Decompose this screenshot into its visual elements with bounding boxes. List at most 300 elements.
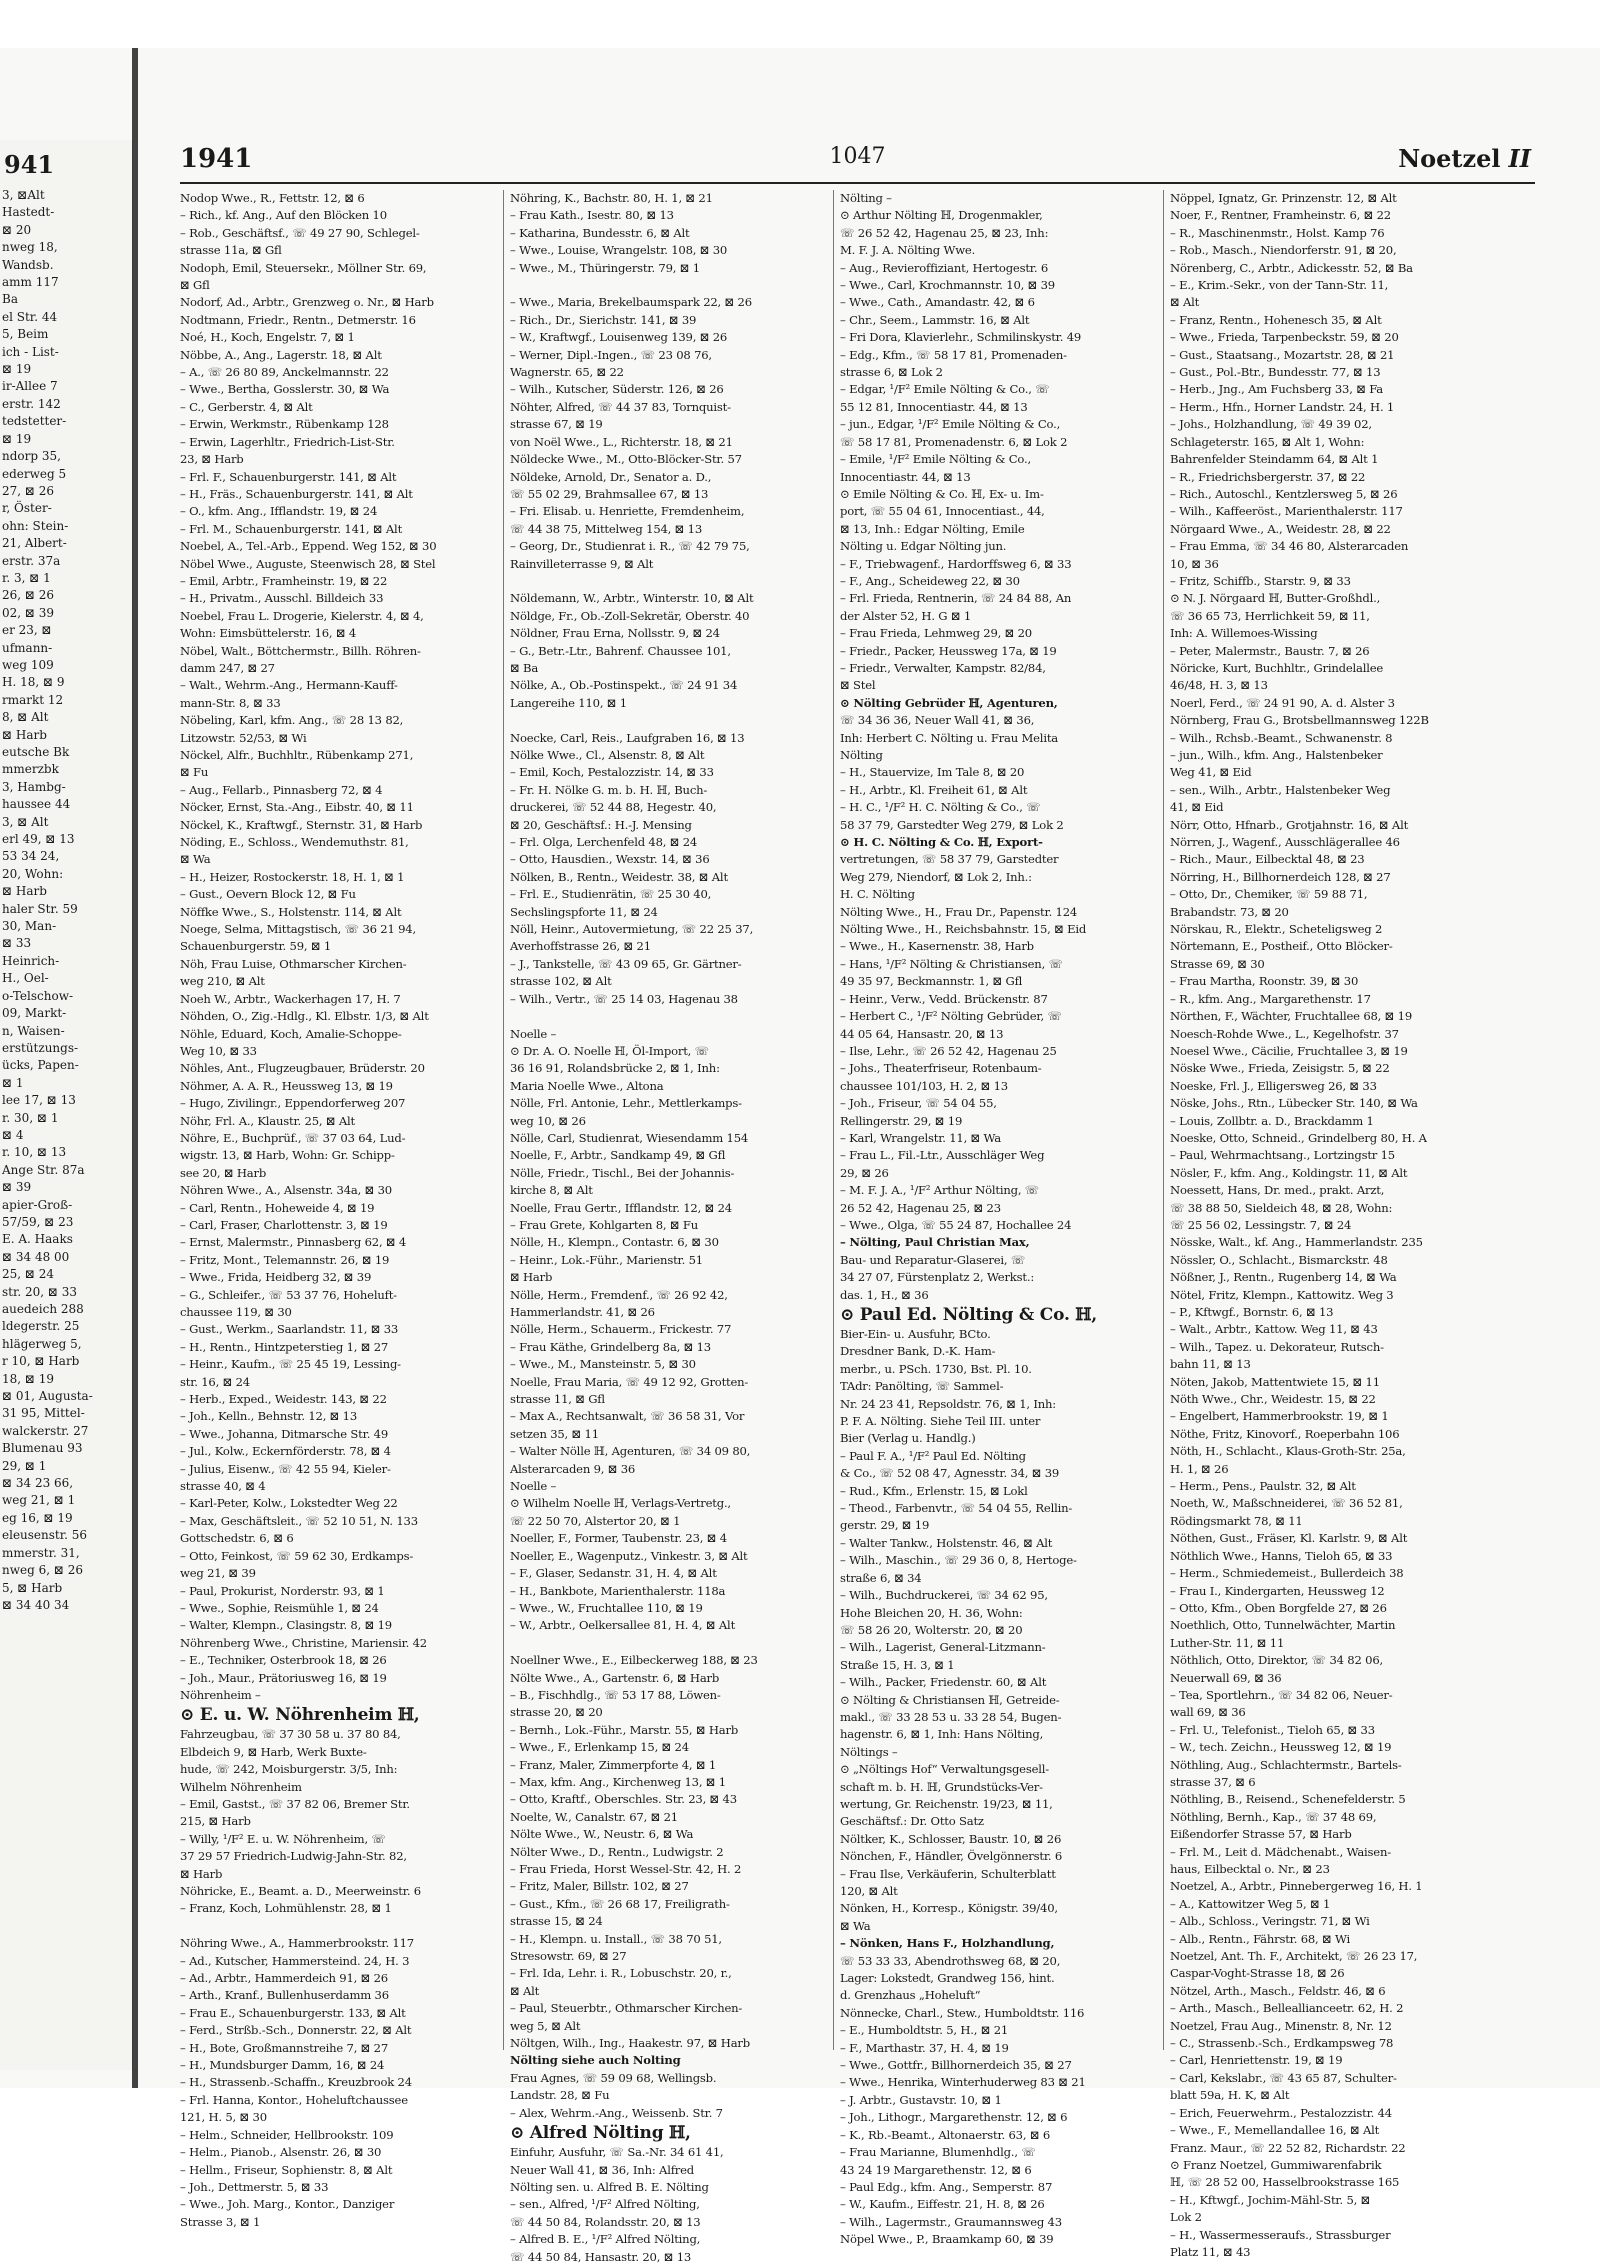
- directory-entry-line: weg 21, ⊠ 39: [180, 1566, 256, 1581]
- directory-entry-line: Nöldge, Fr., Ob.-Zoll-Sekretär, Oberstr. 40: [510, 608, 750, 623]
- directory-entry-line: Noelle, Frau Gertr., Ifflandstr. 12, ⊠ 24: [510, 1200, 732, 1215]
- left-page-line: ⊠ 20: [2, 222, 32, 237]
- directory-entry-line: Nöpel Wwe., P., Braamkamp 60, ⊠ 39: [840, 2232, 1054, 2247]
- directory-entry-line: – G., Betr.-Ltr., Bahrenf. Chaussee 101,: [510, 643, 731, 658]
- directory-entry-line: – Herb., Jng., Am Fuchsberg 33, ⊠ Fa: [1170, 382, 1383, 397]
- directory-entry-line: M. F. J. A. Nölting Wwe.: [840, 243, 976, 258]
- directory-entry-line: Nöth Wwe., Chr., Weidestr. 15, ⊠ 22: [1170, 1392, 1376, 1407]
- directory-entry-line: Nößner, J., Rentn., Rugenberg 14, ⊠ Wa: [1170, 1270, 1397, 1285]
- directory-entry-line: Nöhre, E., Buchprüf., ☏ 37 03 64, Lud-: [180, 1130, 406, 1145]
- left-page-line: erstr. 142: [2, 396, 61, 411]
- directory-entry-line: ☏ 26 52 42, Hagenau 25, ⊠ 23, Inh:: [840, 225, 1049, 240]
- directory-entry-line: – W., Arbtr., Oelkersallee 81, H. 4, ⊠ Alt: [510, 1618, 736, 1633]
- directory-entry-line: – C., Gerberstr. 4, ⊠ Alt: [180, 399, 313, 414]
- directory-entry-line: – E., Techniker, Osterbrook 18, ⊠ 26: [180, 1653, 387, 1668]
- directory-entry-line: der Alster 52, H. G ⊠ 1: [840, 608, 972, 623]
- left-page-line: str. 20, ⊠ 33: [2, 1284, 78, 1299]
- directory-entry-line: Noeller, E., Wagenputz., Vinkestr. 3, ⊠ Alt: [510, 1548, 748, 1563]
- left-page-line: mmerzbk: [2, 762, 59, 777]
- directory-entry-line: 29, ⊠ 26: [840, 1165, 889, 1180]
- directory-entry-line: 121, H. 5, ⊠ 30: [180, 2110, 267, 2125]
- directory-entry-line: – Frau Kath., Isestr. 80, ⊠ 13: [510, 208, 674, 223]
- directory-entry-line: – Frau Ilse, Verkäuferin, Schulterblatt: [840, 1866, 1056, 1881]
- left-page-line: ⊠ 01, Augusta-: [2, 1389, 93, 1404]
- directory-entry-line: – Joh., Maur., Prätoriusweg 16, ⊠ 19: [180, 1670, 387, 1685]
- directory-entry-line: – Herm., Pens., Paulstr. 32, ⊠ Alt: [1170, 1479, 1356, 1494]
- directory-entry-line: – Helm., Schneider, Hellbrookstr. 109: [180, 2127, 394, 2142]
- directory-entry-line: Noelle, F., Arbtr., Sandkamp 49, ⊠ Gfl: [510, 1148, 726, 1163]
- directory-entry-line: – Carl, Kekslabr., ☏ 43 65 87, Schulter-: [1170, 2070, 1397, 2085]
- directory-entry-line: – Gust., Kfm., ☏ 26 68 17, Freiligrath-: [510, 1896, 730, 1911]
- directory-entry-line: das. 1, H., ⊠ 36: [840, 1287, 929, 1302]
- directory-entry-line: Geschäftsf.: Dr. Otto Satz: [840, 1814, 984, 1829]
- directory-entry-line: – Wwe., F., Erlenkamp 15, ⊠ 24: [510, 1740, 689, 1755]
- directory-entry-line: Nörenberg, C., Arbtr., Adickesstr. 52, ⊠ Ba: [1170, 260, 1413, 275]
- page-header: [180, 140, 1535, 180]
- left-page-line: 18, ⊠ 19: [2, 1371, 55, 1386]
- directory-entry-line: Nölle, Carl, Studienrat, Wiesendamm 154: [510, 1130, 749, 1145]
- directory-entry-line: – Ferd., Strßb.-Sch., Donnerstr. 22, ⊠ Alt: [180, 2023, 412, 2038]
- directory-entry-line: – Tea, Sportlehrn., ☏ 34 82 06, Neuer-: [1170, 1687, 1393, 1702]
- directory-entry-line: – Wwe., Frieda, Tarpenbeckstr. 59, ⊠ 20: [1170, 330, 1399, 345]
- directory-entry-line: – Otto, Hausdien., Wexstr. 14, ⊠ 36: [510, 852, 710, 867]
- directory-entry-line: – B., Fischhdlg., ☏ 53 17 88, Löwen-: [510, 1687, 721, 1702]
- left-page-line: hlägerweg 5,: [2, 1336, 82, 1351]
- directory-entry-line: Nöhrenheim –: [180, 1687, 261, 1702]
- directory-entry-line: Nöhle, Eduard, Koch, Amalie-Schoppe-: [180, 1026, 402, 1041]
- directory-entry-line: – Walter, Klempn., Clasingstr. 8, ⊠ 19: [180, 1618, 392, 1633]
- directory-entry-line: TAdr: Panölting, ☏ Sammel-: [840, 1379, 1004, 1394]
- directory-entry-line: – Frl. Olga, Lerchenfeld 48, ⊠ 24: [510, 835, 698, 850]
- directory-entry-line: ☏ 44 50 84, Rolandsstr. 20, ⊠ 13: [510, 2214, 701, 2229]
- directory-entry-line: ⊠ Alt: [1170, 295, 1200, 310]
- directory-entry-line: – E., Krim.-Sekr., von der Tann-Str. 11,: [1170, 278, 1389, 293]
- directory-entry-line: – Hellm., Friseur, Sophienstr. 8, ⊠ Alt: [180, 2162, 393, 2177]
- directory-entry-line: merbr., u. PSch. 1730, Bst. Pl. 10.: [840, 1361, 1032, 1376]
- directory-entry-line: – Otto, Feinkost, ☏ 59 62 30, Erdkamps-: [180, 1548, 414, 1563]
- left-page-line: tedstetter-: [2, 414, 67, 429]
- directory-entry-line: – jun., Wilh., kfm. Ang., Halstenbeker: [1170, 748, 1383, 762]
- directory-entry-line: – Frl. Ida, Lehr. i. R., Lobuschstr. 20, r.,: [510, 1966, 732, 1981]
- directory-entry-line: – Paul, Wehrmachtsang., Lortzingstr 15: [1170, 1148, 1395, 1163]
- directory-entry-line: Nodoph, Emil, Steuersekr., Möllner Str. 69,: [180, 260, 427, 275]
- left-page-line: erstr. 37a: [2, 553, 61, 568]
- directory-entry-line: ⊙ Emile Nölting & Co. ℍ, Ex- u. Im-: [840, 486, 1044, 501]
- directory-entry-line: – Wilh., Buchdruckerei, ☏ 34 62 95,: [840, 1588, 1048, 1603]
- left-page-line: 25, ⊠ 24: [2, 1267, 55, 1282]
- directory-entry-line: – Ad., Kutscher, Hammersteind. 24, H. 3: [180, 1953, 410, 1968]
- directory-entry-line: – Karl-Peter, Kolw., Lokstedter Weg 22: [180, 1496, 398, 1511]
- directory-entry-line: Averhoffstrasse 26, ⊠ 21: [510, 939, 651, 954]
- directory-entry-line: Nöffke Wwe., S., Holstenstr. 114, ⊠ Alt: [180, 904, 402, 919]
- directory-entry-line: Nönchen, F., Händler, Övelgönnerstr. 6: [840, 1849, 1063, 1864]
- directory-entry-line: kirche 8, ⊠ Alt: [510, 1183, 593, 1198]
- directory-entry-line: – Gust., Oevern Block 12, ⊠ Fu: [180, 887, 356, 902]
- directory-entry-line: Weg 41, ⊠ Eid: [1170, 765, 1252, 780]
- directory-entry-line: – Frau Martha, Roonstr. 39, ⊠ 30: [1170, 974, 1359, 989]
- directory-entry-line: Nöltings –: [840, 1744, 898, 1759]
- directory-entry-line: – F., Glaser, Sedanstr. 31, H. 4, ⊠ Alt: [510, 1566, 717, 1581]
- directory-entry-line: – Frau Frieda, Lehmweg 29, ⊠ 20: [840, 626, 1032, 641]
- directory-entry-line: – Bernh., Lok.-Führ., Marstr. 55, ⊠ Harb: [510, 1722, 739, 1737]
- directory-entry-line: – Wwe., M., Mansteinstr. 5, ⊠ 30: [510, 1357, 696, 1372]
- directory-entry-line: 49 35 97, Beckmannstr. 1, ⊠ Gfl: [840, 974, 1023, 989]
- directory-entry-line: ⊙ Arthur Nölting ℍ, Drogenmakler,: [840, 208, 1043, 223]
- directory-entry-line: – Joh., Kelln., Behnstr. 12, ⊠ 13: [180, 1409, 358, 1424]
- directory-entry-line: ☏ 22 50 70, Alstertor 20, ⊠ 1: [510, 1513, 681, 1528]
- directory-entry-line: Lager: Lokstedt, Grandweg 156, hint.: [840, 1971, 1055, 1986]
- left-page-line: ir-Allee 7: [2, 379, 58, 394]
- directory-entry-line: – G., Schleifer., ☏ 53 37 76, Hoheluft-: [180, 1287, 397, 1302]
- left-page-line: erstützungs-: [2, 1040, 79, 1055]
- left-page-line: ⊠ 33: [2, 936, 32, 951]
- directory-entry-line: Noelle –: [510, 1479, 557, 1494]
- directory-entry-line: P. F. A. Nölting. Siehe Teil III. unter: [840, 1414, 1041, 1429]
- directory-entry-line: – Peter, Malermstr., Baustr. 7, ⊠ 26: [1170, 643, 1370, 658]
- directory-entry-line: Brabandstr. 73, ⊠ 20: [1170, 904, 1289, 919]
- column-divider: [1163, 190, 1164, 2050]
- directory-entry-line: bahn 11, ⊠ 13: [1170, 1357, 1251, 1372]
- directory-entry-line: Eißendorfer Strasse 57, ⊠ Harb: [1170, 1827, 1352, 1842]
- directory-entry-line: – Fri. Elisab. u. Henriette, Fremdenheim,: [510, 504, 745, 519]
- directory-entry-line: – Heinr., Verw., Vedd. Brückenstr. 87: [840, 991, 1048, 1006]
- directory-entry-line: Nöhring Wwe., A., Hammerbrookstr. 117: [180, 1936, 414, 1951]
- directory-entry-line: Nölken, B., Rentn., Weidestr. 38, ⊠ Alt: [510, 869, 728, 884]
- directory-entry-line: wigstr. 13, ⊠ Harb, Wohn: Gr. Schipp-: [180, 1148, 395, 1163]
- directory-entry-line: Nöbeling, Karl, kfm. Ang., ☏ 28 13 82,: [180, 713, 404, 728]
- directory-entry-line: H. C. Nölting: [840, 887, 915, 902]
- directory-entry-line: Gottschedstr. 6, ⊠ 6: [180, 1531, 294, 1546]
- directory-entry-line: Noelle, Frau Maria, ☏ 49 12 92, Grotten-: [510, 1374, 749, 1389]
- directory-entry-line: Nörnberg, Frau G., Brotsbellmannsweg 122B: [1170, 713, 1429, 728]
- directory-entry-line: Noé, H., Koch, Engelstr. 7, ⊠ 1: [180, 330, 355, 345]
- directory-entry-line: – Friedr., Packer, Heussweg 17a, ⊠ 19: [840, 643, 1057, 658]
- directory-entry-line: Langereihe 110, ⊠ 1: [510, 695, 627, 710]
- directory-entry-line: Wilhelm Nöhrenheim: [180, 1779, 302, 1794]
- directory-entry-line: wertung, Gr. Reichenstr. 19/23, ⊠ 11,: [840, 1796, 1053, 1811]
- directory-entry-line: Bau- und Reparatur-Glaserei, ☏: [840, 1252, 1026, 1267]
- directory-entry-line: Nörr, Otto, Hfnarb., Grotjahnstr. 16, ⊠ Alt: [1170, 817, 1409, 832]
- directory-entry-line: 43 24 19 Margarethenstr. 12, ⊠ 6: [840, 2162, 1032, 2177]
- directory-entry-line: Noesch-Rohde Wwe., L., Kegelhofstr. 37: [1170, 1026, 1399, 1041]
- directory-entry-line: makl., ☏ 33 28 53 u. 33 28 54, Bugen-: [840, 1709, 1062, 1724]
- directory-entry-line: Nölle, H., Klempn., Contastr. 6, ⊠ 30: [510, 1235, 719, 1250]
- directory-entry-line: Nörthen, F., Wächter, Fruchtallee 68, ⊠ 19: [1170, 1009, 1413, 1024]
- directory-entry-line: – R., kfm. Ang., Margarethenstr. 17: [1170, 991, 1371, 1006]
- directory-entry-line: – Carl, Henriettenstr. 19, ⊠ 19: [1170, 2053, 1343, 2068]
- directory-entry-line: [510, 573, 830, 590]
- directory-entry-line: – Rich., Autoschl., Kentzlersweg 5, ⊠ 26: [1170, 486, 1398, 501]
- directory-entry-line: Nöthe, Fritz, Kinovorf., Roeperbahn 106: [1170, 1426, 1400, 1441]
- directory-entry-line: – Wwe., M., Thüringerstr. 79, ⊠ 1: [510, 260, 700, 275]
- directory-entry-line: Hammerlandstr. 41, ⊠ 26: [510, 1305, 655, 1319]
- left-page-line: r. 10, ⊠ 13: [2, 1145, 67, 1160]
- directory-entry-line: Maria Noelle Wwe., Altona: [510, 1078, 664, 1093]
- left-page-line: 3, Hambg-: [2, 779, 66, 794]
- directory-entry-line: haus, Eilbecktal o. Nr., ⊠ 23: [1170, 1862, 1330, 1876]
- directory-entry-line: ⊠ Wa: [180, 852, 211, 867]
- directory-entry-line: Nöthling, Bernh., Kap., ☏ 37 48 69,: [1170, 1809, 1377, 1824]
- left-page-line: 31 95, Mittel-: [2, 1406, 85, 1421]
- left-page-line: H. 18, ⊠ 9: [2, 675, 65, 690]
- directory-entry-line: – Wwe., Joh. Marg., Kontor., Danziger: [180, 2197, 395, 2212]
- directory-entry-line: – H., Strassenb.-Schaffn., Kreuzbrook 24: [180, 2075, 412, 2090]
- directory-entry-line: Nölting Wwe., H., Frau Dr., Papenstr. 124: [840, 904, 1078, 919]
- directory-entry-line: Noesel Wwe., Cäcilie, Fruchtallee 3, ⊠ 19: [1170, 1043, 1408, 1058]
- left-page-line: amm 117: [2, 275, 59, 290]
- directory-entry-line: blatt 59a, H. K, ⊠ Alt: [1170, 2088, 1290, 2103]
- directory-entry-line: – Fritz, Schiffb., Starstr. 9, ⊠ 33: [1170, 573, 1351, 588]
- directory-entry-line: strasse 40, ⊠ 4: [180, 1479, 266, 1494]
- directory-entry-line: Nörring, H., Billhornerdeich 128, ⊠ 27: [1170, 869, 1391, 884]
- directory-entry-line: Nöthling, Aug., Schlachtermstr., Bartels-: [1170, 1757, 1402, 1772]
- directory-entry-line: – R., Maschinenmstr., Holst. Kamp 76: [1170, 225, 1385, 240]
- left-page-line: ⊠ 34 48 00: [2, 1249, 70, 1264]
- directory-entry-line: Hohe Bleichen 20, H. 36, Wohn:: [840, 1605, 1023, 1620]
- directory-page: [150, 140, 1540, 2264]
- directory-entry-line: Nöhren Wwe., A., Alsenstr. 34a, ⊠ 30: [180, 1183, 392, 1198]
- directory-entry-line: – Louis, Zollbtr. a. D., Brackdamm 1: [1170, 1113, 1374, 1128]
- left-page-line: weg 109: [2, 657, 54, 672]
- directory-entry-line: – Paul, Steuerbtr., Othmarscher Kirchen-: [510, 2001, 743, 2016]
- left-page-line: ldegerstr. 25: [2, 1319, 80, 1334]
- directory-entry-line: – Frau I., Kindergarten, Heussweg 12: [1170, 1583, 1385, 1598]
- directory-column-2: [510, 190, 830, 2264]
- directory-entry-line: Straße 15, H. 3, ⊠ 1: [840, 1657, 955, 1672]
- directory-entry-line: – Wwe., Gottfr., Billhornerdeich 35, ⊠ 27: [840, 2058, 1072, 2073]
- directory-entry-line: – P., Kftwgf., Bornstr. 6, ⊠ 13: [1170, 1305, 1334, 1319]
- directory-entry-line: Bier (Verlag u. Handlg.): [840, 1431, 976, 1446]
- left-page-line: Ba: [2, 292, 18, 307]
- directory-entry-line: – sen., Wilh., Arbtr., Halstenbeker Weg: [1170, 782, 1391, 797]
- section-title: [1398, 144, 1531, 173]
- directory-entry-line: – Ad., Arbtr., Hammerdeich 91, ⊠ 26: [180, 1971, 388, 1986]
- directory-entry-line: ☏ 58 17 81, Promenadenstr. 6, ⊠ Lok 2: [840, 434, 1068, 449]
- directory-entry-line: Nöthen, Gust., Fräser, Kl. Karlstr. 9, ⊠ Alt: [1170, 1531, 1408, 1546]
- directory-entry-line: Nöske Wwe., Frieda, Zeisigstr. 5, ⊠ 22: [1170, 1061, 1390, 1076]
- directory-entry-line: – C., Strassenb.-Sch., Erdkampsweg 78: [1170, 2036, 1394, 2051]
- directory-entry-line: strasse 37, ⊠ 6: [1170, 1774, 1256, 1789]
- directory-entry-line: – Georg, Dr., Studienrat i. R., ☏ 42 79 75,: [510, 539, 750, 554]
- left-page-line: ⊠ 34 40 34: [2, 1597, 70, 1612]
- section-part: II: [1508, 144, 1531, 173]
- directory-entry-line: vertretungen, ☏ 58 37 79, Garstedter: [840, 852, 1059, 867]
- directory-entry-line: – Paul F. A., ¹/F² Paul Ed. Nölting: [840, 1448, 1026, 1463]
- left-page-line: 5, Beim: [2, 327, 49, 342]
- left-page-line: 5, ⊠ Harb: [2, 1580, 63, 1595]
- directory-entry-line: – Wwe., Maria, Brekelbaumspark 22, ⊠ 26: [510, 295, 752, 310]
- directory-entry-line: – Alfred B. E., ¹/F² Alfred Nölting,: [510, 2232, 701, 2247]
- directory-entry-line: H. 1, ⊠ 26: [1170, 1461, 1229, 1476]
- directory-entry-line: – Franz, Koch, Lohmühlenstr. 28, ⊠ 1: [180, 1901, 392, 1916]
- left-page-line: el Str. 44: [2, 309, 58, 324]
- directory-entry-line: ⊙ Paul Ed. Nölting & Co. ℍ,: [840, 1305, 1097, 1325]
- left-page-line: 02, ⊠ 39: [2, 605, 55, 620]
- directory-entry-line: – Frau Grete, Kohlgarten 8, ⊠ Fu: [510, 1217, 698, 1232]
- directory-entry-line: 44 05 64, Hansastr. 20, ⊠ 13: [840, 1026, 1004, 1041]
- left-page-line: 29, ⊠ 1: [2, 1458, 47, 1473]
- directory-entry-line: – Herbert C., ¹/F² Nölting Gebrüder, ☏: [840, 1009, 1062, 1024]
- directory-entry-line: ⊙ Nölting & Christiansen ℍ, Getreide-: [840, 1692, 1060, 1707]
- directory-entry-line: – Rich., Maur., Eilbecktal 48, ⊠ 23: [1170, 852, 1365, 867]
- directory-entry-line: damm 247, ⊠ 27: [180, 660, 275, 675]
- directory-entry-line: wall 69, ⊠ 36: [1170, 1705, 1246, 1720]
- directory-entry-line: – Frau E., Schauenburgerstr. 133, ⊠ Alt: [180, 2005, 406, 2020]
- page-number: 1047: [829, 144, 886, 169]
- directory-entry-line: Noelte, W., Canalstr. 67, ⊠ 21: [510, 1809, 678, 1824]
- directory-entry-line: Nöldecke Wwe., M., Otto-Blöcker-Str. 57: [510, 452, 742, 467]
- directory-entry-line: – Alex, Wehrm.-Ang., Weissenb. Str. 7: [510, 2105, 723, 2120]
- directory-entry-line: – Fritz, Mont., Telemannstr. 26, ⊠ 19: [180, 1252, 390, 1267]
- directory-entry-line: – Wwe., Johanna, Ditmarsche Str. 49: [180, 1426, 389, 1441]
- directory-entry-line: – A., Kattowitzer Weg 5, ⊠ 1: [1170, 1896, 1331, 1911]
- directory-entry-line: setzen 35, ⊠ 11: [510, 1426, 599, 1441]
- left-page-line: o-Telschow-: [2, 988, 74, 1003]
- left-page-line: nweg 6, ⊠ 26: [2, 1563, 83, 1578]
- directory-entry-line: Nölle, Frl. Antonie, Lehr., Mettlerkamps-: [510, 1096, 742, 1111]
- directory-entry-line: Nöll, Heinr., Autovermietung, ☏ 22 25 37,: [510, 922, 754, 937]
- directory-entry-line: von Noël Wwe., L., Richterstr. 18, ⊠ 21: [510, 434, 733, 449]
- directory-entry-line: – Joh., Lithogr., Margarethenstr. 12, ⊠ 6: [840, 2110, 1068, 2125]
- left-page-line: 27, ⊠ 26: [2, 483, 55, 498]
- directory-entry-line: Nöbel, Walt., Böttchermstr., Billh. Röhren-: [180, 643, 421, 658]
- left-page-line: walckerstr. 27: [2, 1423, 89, 1438]
- directory-entry-line: Nöske, Johs., Rtn., Lübecker Str. 140, ⊠ Wa: [1170, 1096, 1418, 1111]
- directory-entry-line: – Carl, Fraser, Charlottenstr. 3, ⊠ 19: [180, 1217, 388, 1232]
- directory-entry-line: Nönnecke, Charl., Stew., Humboldtstr. 116: [840, 2005, 1085, 2020]
- directory-entry-line: – A., ☏ 26 80 89, Anckelmannstr. 22: [180, 365, 389, 380]
- directory-entry-line: – Emil, Koch, Pestalozzistr. 14, ⊠ 33: [510, 765, 714, 780]
- directory-entry-line: port, ☏ 55 04 61, Innocentiast., 44,: [840, 504, 1045, 519]
- directory-entry-line: – Wilh., Packer, Friedenstr. 60, ⊠ Alt: [840, 1675, 1047, 1690]
- directory-entry-line: – Theod., Farbenvtr., ☏ 54 04 55, Rellin-: [840, 1501, 1073, 1516]
- directory-entry-line: – jun., Edgar, ¹/F² Emile Nölting & Co.,: [840, 417, 1061, 432]
- directory-entry-line: – Fritz, Maler, Billstr. 102, ⊠ 27: [510, 1879, 689, 1894]
- directory-entry-line: – Wwe., Louise, Wrangelstr. 108, ⊠ 30: [510, 243, 728, 258]
- directory-entry-line: – Paul Edg., kfm. Ang., Semperstr. 87: [840, 2179, 1053, 2194]
- directory-entry-line: – Alb., Rentn., Fährstr. 68, ⊠ Wi: [1170, 1931, 1351, 1946]
- directory-entry-line: Nöhrenberg Wwe., Christine, Mariensir. 42: [180, 1635, 427, 1650]
- directory-entry-line: – H., Bankbote, Marienthalerstr. 118a: [510, 1583, 726, 1598]
- section-name: Noetzel: [1398, 144, 1501, 173]
- directory-entry-line: Nöckel, K., Kraftwgf., Sternstr. 31, ⊠ Harb: [180, 817, 423, 832]
- directory-entry-line: – Jul., Kolw., Eckernförderstr. 78, ⊠ 4: [180, 1444, 391, 1459]
- directory-entry-line: – Ernst, Malermstr., Pinnasberg 62, ⊠ 4: [180, 1235, 407, 1250]
- directory-entry-line: Elbdeich 9, ⊠ Harb, Werk Buxte-: [180, 1744, 367, 1759]
- directory-entry-line: ⊙ Dr. A. O. Noelle ℍ, Öl-Import, ☏: [510, 1043, 709, 1058]
- directory-entry-line: – Hans, ¹/F² Nölting & Christiansen, ☏: [840, 956, 1063, 971]
- directory-entry-line: Lok 2: [1170, 2210, 1202, 2225]
- directory-entry-line: Rainvilleterrasse 9, ⊠ Alt: [510, 556, 654, 571]
- directory-entry-line: strasse 6, ⊠ Lok 2: [840, 365, 943, 380]
- directory-entry-line: – H., Mundsburger Damm, 16, ⊠ 24: [180, 2058, 385, 2073]
- directory-entry-line: ⊙ N. J. Nörgaard ℍ, Butter-Großhdl.,: [1170, 591, 1381, 606]
- left-page-line: ndorp 35,: [2, 449, 61, 464]
- directory-entry-line: – Wilh., Vertr., ☏ 25 14 03, Hagenau 38: [510, 991, 738, 1006]
- directory-entry-line: Wohn: Eimsbüttelerstr. 16, ⊠ 4: [180, 626, 357, 641]
- directory-entry-line: Nölting sen. u. Alfred B. E. Nölting: [510, 2179, 709, 2194]
- directory-entry-line: – Wwe., Cath., Amandastr. 42, ⊠ 6: [840, 295, 1035, 310]
- left-page-line: ⊠ 4: [2, 1127, 24, 1142]
- directory-entry-line: – Franz, Maler, Zimmerpforte 4, ⊠ 1: [510, 1757, 717, 1772]
- directory-entry-line: Noege, Selma, Mittagstisch, ☏ 36 21 94,: [180, 922, 416, 937]
- left-page-line: weg 21, ⊠ 1: [2, 1493, 76, 1508]
- directory-entry-line: Nölle, Friedr., Tischl., Bei der Johannis-: [510, 1165, 735, 1180]
- directory-entry-line: Litzowstr. 52/53, ⊠ Wi: [180, 730, 307, 745]
- directory-entry-line: – H., Kftwgf., Jochim-Mähl-Str. 5, ⊠: [1170, 2192, 1371, 2207]
- left-page-line: ⊠ 39: [2, 1180, 32, 1195]
- directory-entry-line: Nöhricke, E., Beamt. a. D., Meerweinstr. 6: [180, 1884, 421, 1898]
- directory-entry-line: weg 5, ⊠ Alt: [510, 2018, 581, 2033]
- directory-entry-line: Noellner Wwe., E., Eilbeckerweg 188, ⊠ 23: [510, 1653, 758, 1668]
- directory-entry-line: ⊠ 13, Inh.: Edgar Nölting, Emile: [840, 521, 1025, 536]
- directory-entry-line: Nöcker, Ernst, Sta.-Ang., Eibstr. 40, ⊠ 11: [180, 800, 414, 815]
- directory-entry-line: Nönken, H., Korresp., Königstr. 39/40,: [840, 1901, 1058, 1916]
- directory-entry-line: straße 6, ⊠ 34: [840, 1570, 922, 1585]
- directory-entry-line: ⊙ „Nöltings Hof“ Verwaltungsgesell-: [840, 1762, 1049, 1777]
- directory-entry-line: [510, 1635, 830, 1652]
- left-page-line: er 23, ⊠: [2, 623, 52, 638]
- left-page-line: haler Str. 59: [2, 901, 78, 916]
- left-page-line: auedeich 288: [2, 1302, 84, 1316]
- directory-entry-line: Einfuhr, Ausfuhr, ☏ Sa.-Nr. 34 61 41,: [510, 2145, 724, 2160]
- directory-entry-line: – Wilh., Rchsb.-Beamt., Schwanenstr. 8: [1170, 730, 1393, 745]
- directory-entry-line: – Wwe., W., Fruchtallee 110, ⊠ 19: [510, 1600, 703, 1615]
- directory-entry-line: – W., Kaufm., Eiffestr. 21, H. 8, ⊠ 26: [840, 2197, 1045, 2212]
- directory-entry-line: Caspar-Voght-Strasse 18, ⊠ 26: [1170, 1966, 1345, 1981]
- directory-entry-line: – Heinr., Kaufm., ☏ 25 45 19, Lessing-: [180, 1357, 401, 1372]
- left-page-line: Wandsb.: [2, 257, 54, 272]
- directory-entry-line: – Wwe., Henrika, Winterhuderweg 83 ⊠ 21: [840, 2075, 1086, 2090]
- left-page-line: 26, ⊠ 26: [2, 588, 55, 603]
- directory-entry-line: Luther-Str. 11, ⊠ 11: [1170, 1635, 1285, 1650]
- directory-entry-line: Noecke, Carl, Reis., Laufgraben 16, ⊠ 13: [510, 730, 745, 745]
- directory-entry-line: 34 27 07, Fürstenplatz 2, Werkst.:: [840, 1270, 1035, 1285]
- left-page-line: eutsche Bk: [2, 745, 70, 759]
- directory-entry-line: 58 37 79, Garstedter Weg 279, ⊠ Lok 2: [840, 817, 1064, 832]
- directory-entry-line: Weg 279, Niendorf, ⊠ Lok 2, Inh.:: [840, 869, 1032, 884]
- left-page-line: H., Oel-: [2, 971, 49, 986]
- directory-entry-line: – Otto, Dr., Chemiker, ☏ 59 88 71,: [1170, 887, 1368, 902]
- directory-entry-line: 46/48, H. 3, ⊠ 13: [1170, 678, 1268, 693]
- directory-entry-line: – Edgar, ¹/F² Emile Nölting & Co., ☏: [840, 382, 1050, 397]
- directory-entry-line: – Edg., Kfm., ☏ 58 17 81, Promenaden-: [840, 347, 1067, 362]
- directory-entry-line: – Emile, ¹/F² Emile Nölting & Co.,: [840, 452, 1031, 467]
- directory-entry-line: weg 10, ⊠ 26: [510, 1113, 586, 1128]
- directory-entry-line: – sen., Alfred, ¹/F² Alfred Nölting,: [510, 2197, 700, 2212]
- directory-entry-line: ⊙ E. u. W. Nöhrenheim ℍ,: [180, 1705, 420, 1726]
- directory-entry-line: – Emil, Arbtr., Framheinstr. 19, ⊠ 22: [180, 573, 388, 588]
- directory-entry-line: – F., Ang., Scheideweg 22, ⊠ 30: [840, 573, 1020, 588]
- directory-entry-line: – Wwe., Bertha, Gosslerstr. 30, ⊠ Wa: [180, 382, 390, 397]
- directory-entry-line: ⊠ Stel: [840, 678, 876, 693]
- directory-entry-line: Noebel, A., Tel.-Arb., Eppend. Weg 152, ⊠ 30: [180, 539, 437, 554]
- directory-entry-line: Schauenburgerstr. 59, ⊠ 1: [180, 939, 332, 954]
- directory-entry-line: ☏ 25 56 02, Lessingstr. 7, ⊠ 24: [1170, 1217, 1352, 1232]
- directory-entry-line: Alsterarcaden 9, ⊠ 36: [510, 1461, 636, 1476]
- directory-entry-line: – Heinr., Lok.-Führ., Marienstr. 51: [510, 1252, 703, 1267]
- directory-entry-line: – Frl. M., Leit d. Mädchenabt., Waisen-: [1170, 1844, 1391, 1859]
- directory-entry-line: Nötel, Fritz, Klempn., Kattowitz. Weg 3: [1170, 1287, 1394, 1302]
- directory-entry-line: Nölle, Herm., Fremdenf., ☏ 26 92 42,: [510, 1287, 728, 1302]
- directory-entry-line: – Helm., Pianob., Alsenstr. 26, ⊠ 30: [180, 2145, 382, 2160]
- directory-entry-line: [180, 1918, 500, 1935]
- directory-entry-line: – F., Marthastr. 37, H. 4, ⊠ 19: [840, 2040, 1009, 2055]
- directory-entry-line: Nöldemann, W., Arbtr., Winterstr. 10, ⊠ Alt: [510, 591, 754, 606]
- directory-entry-line: Nölting u. Edgar Nölting jun.: [840, 539, 1007, 554]
- directory-entry-line: Noeske, Frl. J., Elligersweg 26, ⊠ 33: [1170, 1078, 1377, 1093]
- directory-entry-line: Nötzel, Arth., Masch., Feldstr. 46, ⊠ 6: [1170, 1983, 1386, 1998]
